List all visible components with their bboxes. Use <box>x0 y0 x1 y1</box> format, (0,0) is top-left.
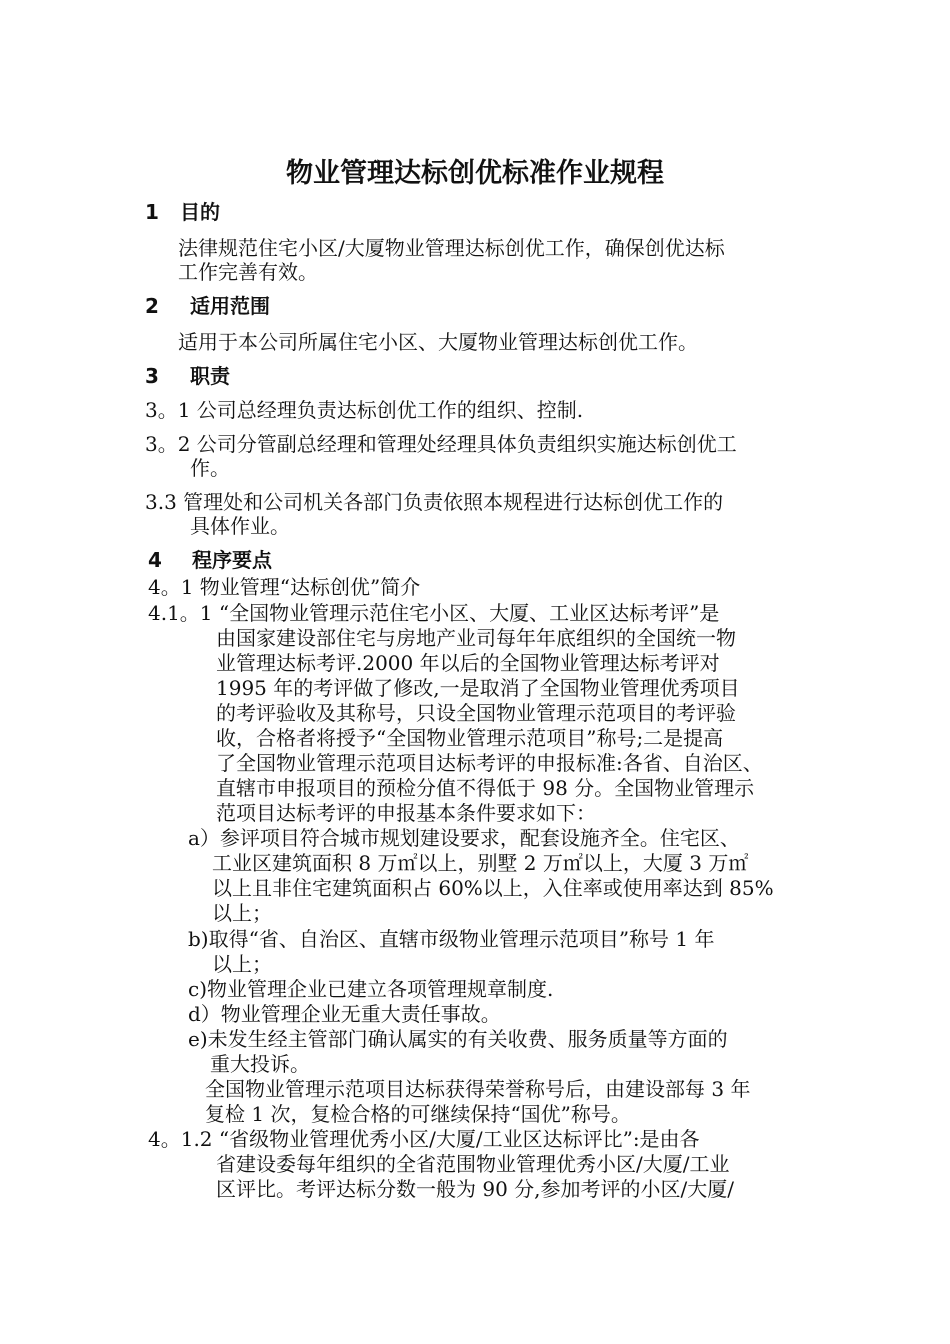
honor-line: 全国物业管理示范项目达标获得荣誉称号后，由建设部每 3 年 <box>205 1077 751 1101</box>
para-4-1-2-line: 省建设委每年组织的全省范围物业管理优秀小区/大厦/工业 <box>216 1152 730 1176</box>
condition-e-line: 重大投诉。 <box>210 1052 310 1076</box>
section-2-text-line: 适用于本公司所属住宅小区、大厦物业管理达标创优工作。 <box>178 330 698 354</box>
para-4-1-2-line: 区评比。考评达标分数一般为 90 分,参加考评的小区/大厦/ <box>216 1177 734 1201</box>
section-1-number: 1 <box>145 200 159 224</box>
para-4-1-1-line: 4.1。1 “全国物业管理示范住宅小区、大厦、工业区达标考评”是 <box>148 601 720 625</box>
condition-e-line: e)未发生经主管部门确认属实的有关收费、服务质量等方面的 <box>188 1027 728 1051</box>
para-4-1-1-line: 直辖市申报项目的预检分值不得低于 98 分。全国物业管理示 <box>216 776 755 800</box>
section-3-item-1: 3。1 公司总经理负责达标创优工作的组织、控制. <box>145 398 584 422</box>
section-3-item-2: 3。2 公司分管副总经理和管理处经理具体负责组织实施达标创优工 <box>145 432 737 456</box>
honor-line: 复检 1 次，复检合格的可继续保持“国优”称号。 <box>205 1102 631 1126</box>
para-4-1-1-line: 收，合格者将授予“全国物业管理示范项目”称号;二是提高 <box>216 726 724 750</box>
section-3-item-2-cont: 作。 <box>190 456 230 480</box>
section-4-number: 4 <box>148 548 162 572</box>
condition-a-line: 以上且非住宅建筑面积占 60%以上，入住率或使用率达到 85% <box>212 876 774 900</box>
para-4-1-1-line: 1995 年的考评做了修改,一是取消了全国物业管理优秀项目 <box>216 676 740 700</box>
para-4-1-1-line: 了全国物业管理示范项目达标考评的申报标准:各省、自治区、 <box>216 751 763 775</box>
section-3-item-3-cont: 具体作业。 <box>190 514 290 538</box>
section-3-number: 3 <box>145 364 159 388</box>
condition-c: c)物业管理企业已建立各项管理规章制度. <box>188 977 554 1001</box>
section-1-text-line: 法律规范住宅小区/大厦物业管理达标创优工作，确保创优达标 <box>178 236 725 260</box>
document-title: 物业管理达标创优标准作业规程 <box>286 158 664 189</box>
section-2-number: 2 <box>145 294 159 318</box>
section-2-heading: 适用范围 <box>190 294 270 318</box>
section-3-heading: 职责 <box>190 364 230 388</box>
para-4-1-1-line: 业管理达标考评.2000 年以后的全国物业管理达标考评对 <box>216 651 720 675</box>
subsection-4-1-title: 4。1 物业管理“达标创优”简介 <box>148 575 421 599</box>
section-1-heading: 目的 <box>180 200 220 224</box>
condition-b-line: b)取得“省、自治区、直辖市级物业管理示范项目”称号 1 年 <box>188 927 715 951</box>
section-4-heading: 程序要点 <box>192 548 272 572</box>
condition-d: d）物业管理企业无重大责任事故。 <box>188 1002 501 1026</box>
condition-b-line: 以上； <box>212 952 272 976</box>
section-1-text-line: 工作完善有效。 <box>178 260 318 284</box>
condition-a-line: 工业区建筑面积 8 万㎡以上，别墅 2 万㎡以上，大厦 3 万㎡ <box>212 851 749 875</box>
para-4-1-1-line: 的考评验收及其称号，只设全国物业管理示范项目的考评验 <box>216 701 736 725</box>
section-3-item-3: 3.3 管理处和公司机关各部门负责依照本规程进行达标创优工作的 <box>145 490 724 514</box>
para-4-1-1-line: 由国家建设部住宅与房地产业司每年年底组织的全国统一物 <box>216 626 736 650</box>
para-4-1-2-line: 4。1.2 “省级物业管理优秀小区/大厦/工业区达标评比”:是由各 <box>148 1127 700 1151</box>
condition-a-line: a）参评项目符合城市规划建设要求，配套设施齐全。住宅区、 <box>188 826 740 850</box>
condition-a-line: 以上； <box>212 901 272 925</box>
para-4-1-1-line: 范项目达标考评的申报基本条件要求如下： <box>216 801 596 825</box>
